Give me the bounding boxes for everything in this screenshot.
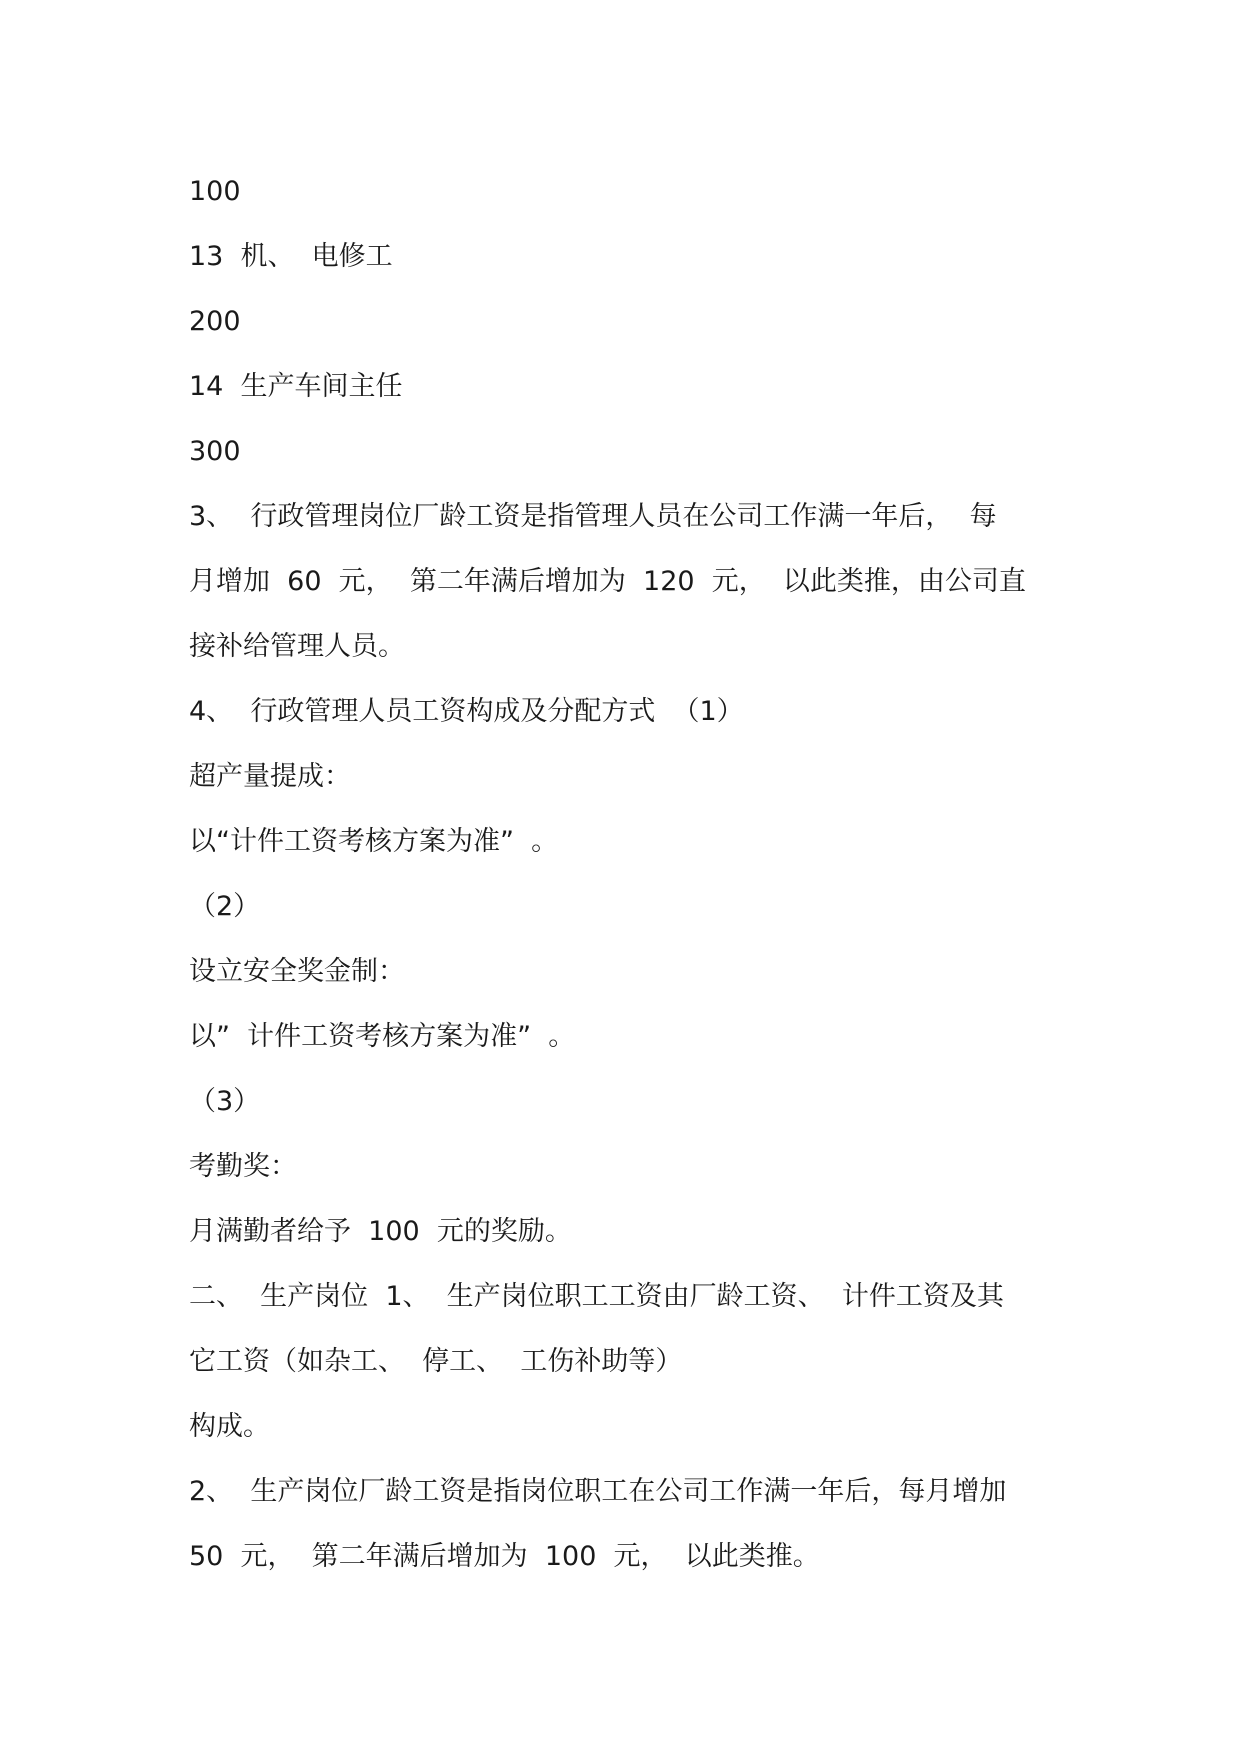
- text-line: 200: [189, 306, 241, 337]
- text-line: （3）: [189, 1086, 261, 1117]
- text-line: 100: [189, 176, 241, 207]
- text-line: 二、 生产岗位 1、 生产岗位职工工资由厂龄工资、 计件工资及其: [189, 1281, 1004, 1312]
- text-line: 接补给管理人员。: [189, 631, 405, 662]
- text-line: 13 机、 电修工: [189, 241, 393, 272]
- text-line: 2、 生产岗位厂龄工资是指岗位职工在公司工作满一年后，每月增加: [189, 1476, 1007, 1507]
- text-line: 月满勤者给予 100 元的奖励。: [189, 1216, 572, 1247]
- document-body: [189, 159, 1055, 1589]
- text-line: （2）: [189, 891, 261, 922]
- text-line: 超产量提成：: [189, 761, 351, 792]
- text-line: 4、 行政管理人员工资构成及分配方式 （1）: [189, 696, 744, 727]
- text-line: 50 元， 第二年满后增加为 100 元， 以此类推。: [189, 1541, 820, 1572]
- text-line: 它工资（如杂工、 停工、 工伤补助等）: [189, 1346, 683, 1377]
- text-line: 构成。: [189, 1411, 270, 1442]
- text-line: 以“计件工资考核方案为准” 。: [189, 826, 559, 857]
- text-line: 月增加 60 元， 第二年满后增加为 120 元， 以此类推，由公司直: [189, 566, 1026, 597]
- text-line: 以” 计件工资考核方案为准” 。: [189, 1021, 576, 1052]
- text-line: 3、 行政管理岗位厂龄工资是指管理人员在公司工作满一年后， 每: [189, 501, 997, 532]
- text-line: 300: [189, 436, 241, 467]
- text-line: 设立安全奖金制：: [189, 956, 405, 987]
- text-line: 考勤奖：: [189, 1151, 297, 1182]
- text-line: 14 生产车间主任: [189, 371, 403, 402]
